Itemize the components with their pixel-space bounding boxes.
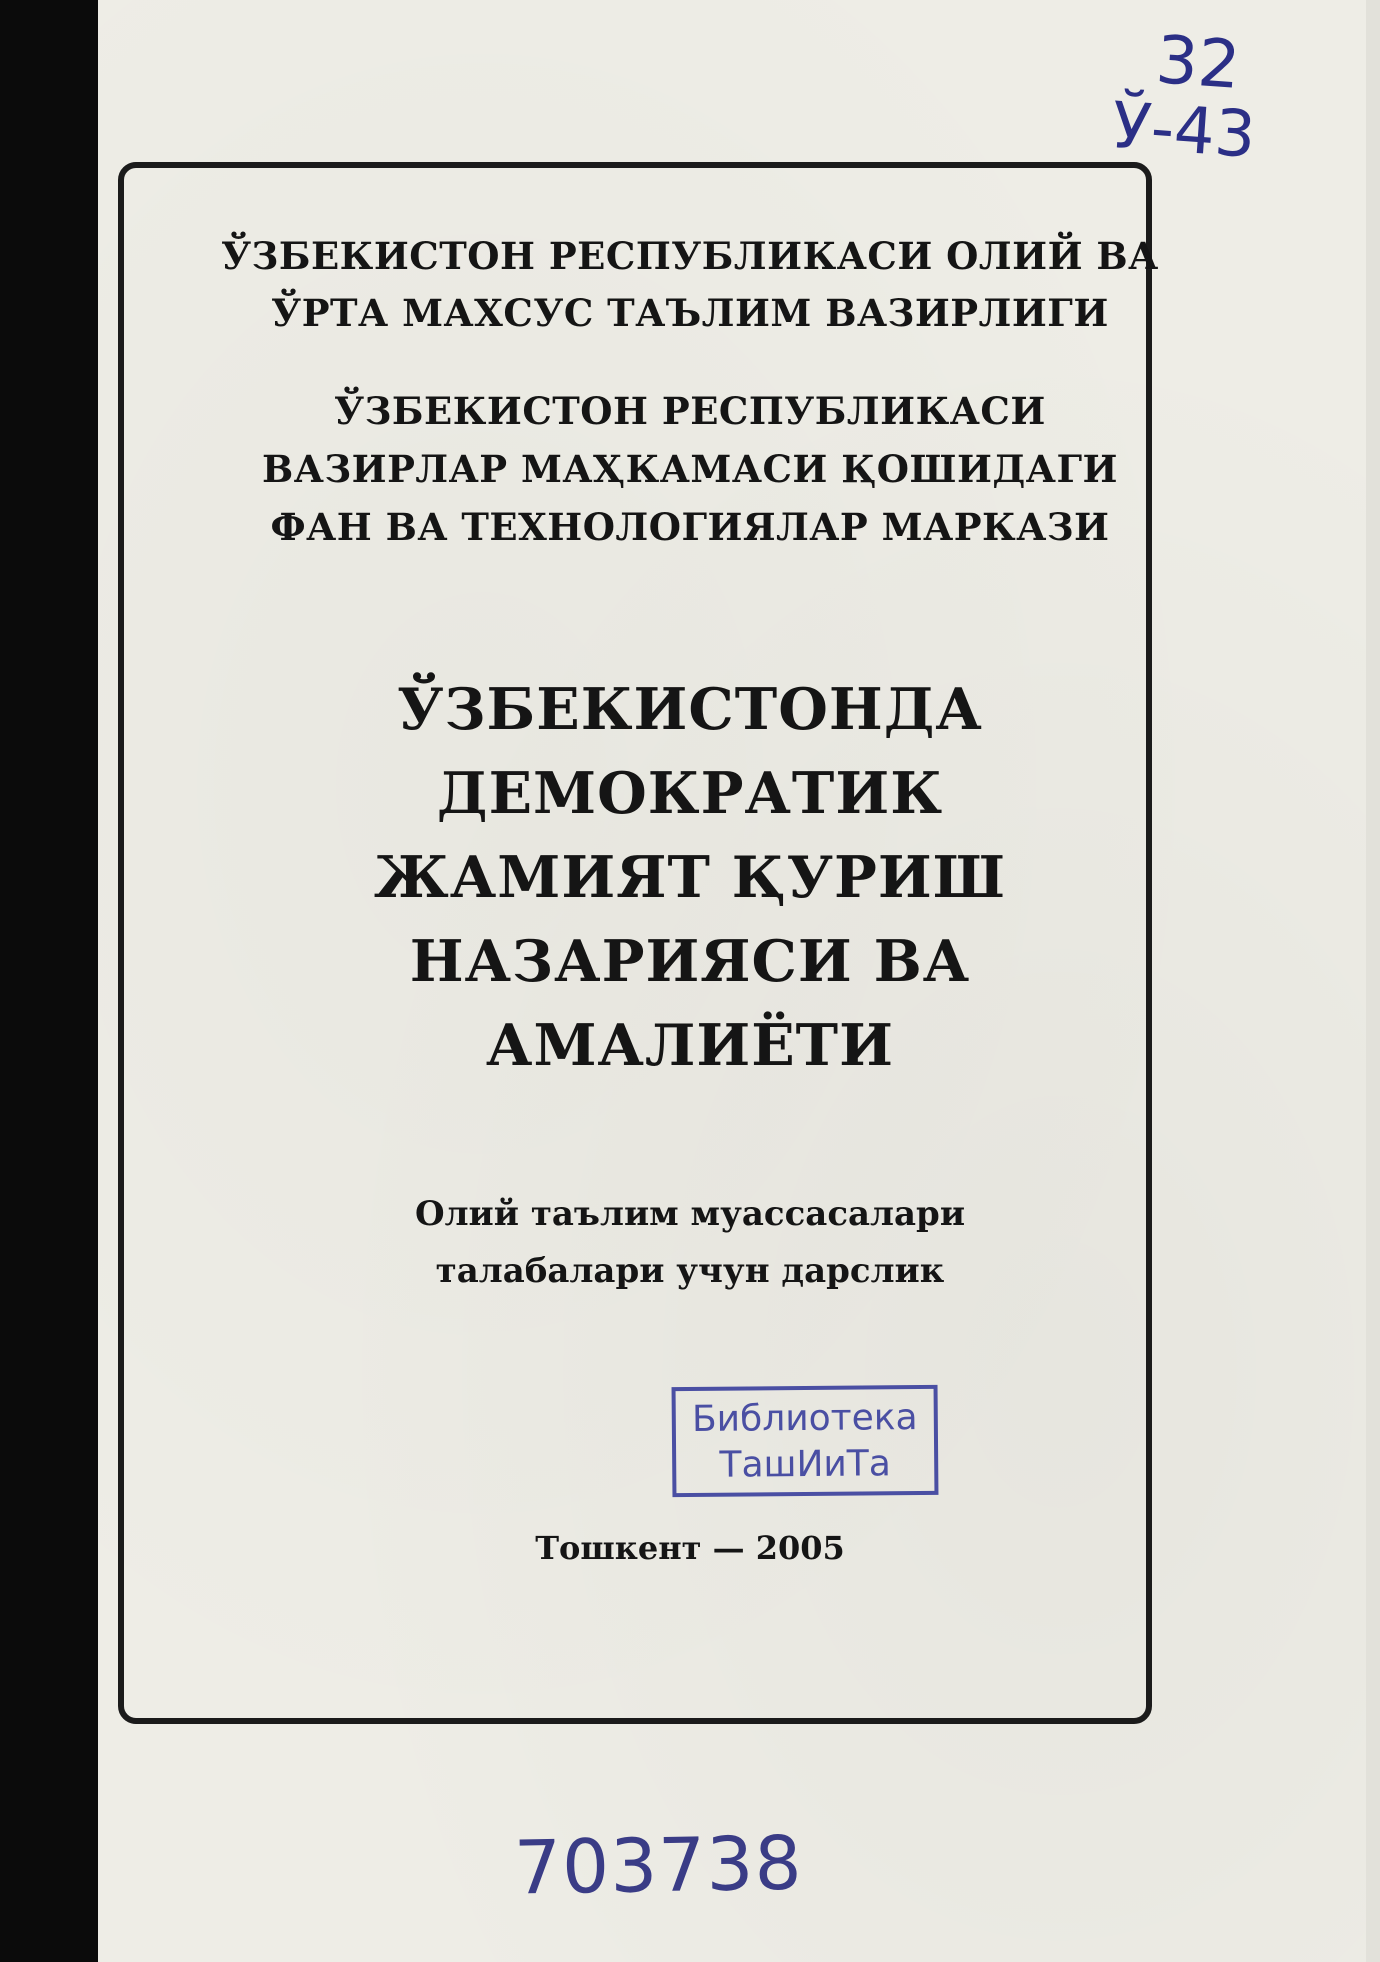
- place-and-year: Тошкент — 2005: [535, 1529, 845, 1567]
- ministry-line: ЎЗБЕКИСТОН РЕСПУБЛИКАСИ ОЛИЙ ВА: [221, 234, 1159, 278]
- center-line: ФАН ВА ТЕХНОЛОГИЯЛАР МАРКАЗИ: [270, 505, 1110, 549]
- ministry-heading: [0, 228, 1380, 342]
- subtitle-line: Олий таълим муассасалари: [414, 1194, 966, 1234]
- title-line: ЖАМИЯТ ҚУРИШ: [374, 844, 1006, 911]
- stamp-line: ТашИиТа: [719, 1443, 892, 1486]
- center-line: ЎЗБЕКИСТОН РЕСПУБЛИКАСИ: [334, 389, 1046, 433]
- center-heading: [0, 382, 1380, 556]
- library-stamp: [672, 1385, 939, 1497]
- title-line: ДЕМОКРАТИК: [436, 760, 944, 827]
- book-subtitle: [0, 1186, 1380, 1300]
- book-title: [0, 668, 1380, 1088]
- stamp-line: Библиотека: [691, 1397, 918, 1440]
- inventory-number: 703738: [513, 1820, 804, 1912]
- shelf-code-bottom: Ў-43: [1109, 89, 1258, 173]
- subtitle-line: талабалари учун дарслик: [435, 1251, 945, 1291]
- title-line: ЎЗБЕКИСТОНДА: [397, 676, 983, 743]
- ministry-line: ЎРТА МАХСУС ТАЪЛИМ ВАЗИРЛИГИ: [271, 291, 1109, 335]
- title-line: АМАЛИЁТИ: [486, 1012, 894, 1079]
- center-line: ВАЗИРЛАР МАҲКАМАСИ ҚОШИДАГИ: [262, 447, 1118, 491]
- shelf-code-top: 32: [1153, 21, 1243, 104]
- title-line: НАЗАРИЯСИ ВА: [409, 928, 971, 995]
